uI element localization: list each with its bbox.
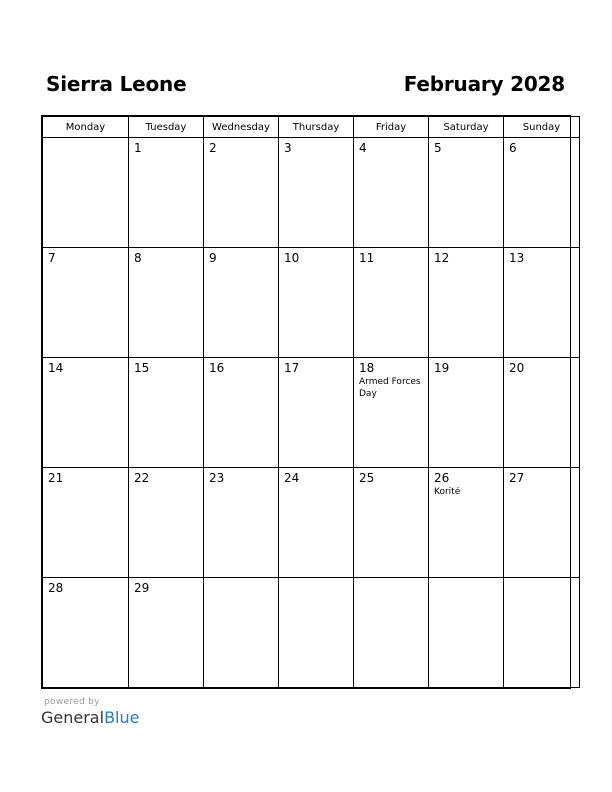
day-number <box>43 138 128 141</box>
day-number: 13 <box>509 251 525 265</box>
day-cell <box>204 358 279 468</box>
day-cell <box>43 248 129 358</box>
day-number: 16 <box>209 361 225 375</box>
day-cell <box>354 138 429 248</box>
weekday-tuesday: Tuesday <box>129 117 204 138</box>
weekday-sunday: Sunday <box>504 117 580 138</box>
day-number: 25 <box>359 471 375 485</box>
day-number: 12 <box>434 251 450 265</box>
month-year-title: February 2028 <box>403 72 565 96</box>
holiday-label: Armed Forces Day <box>359 377 421 399</box>
day-number <box>354 578 428 581</box>
day-number <box>204 578 278 581</box>
day-cell <box>504 248 580 358</box>
day-cell <box>279 578 354 688</box>
day-number: 4 <box>359 141 367 155</box>
day-cell <box>43 358 129 468</box>
brand-blue-text: Blue <box>104 708 140 727</box>
day-cell <box>429 468 504 578</box>
day-cell <box>279 468 354 578</box>
day-number: 6 <box>509 141 517 155</box>
week-row <box>43 578 580 688</box>
weekday-wednesday: Wednesday <box>204 117 279 138</box>
day-cell <box>504 578 580 688</box>
day-number: 28 <box>48 581 64 595</box>
generalblue-logo <box>41 708 139 727</box>
country-title: Sierra Leone <box>46 72 187 96</box>
day-number: 18 <box>359 361 375 375</box>
day-cell <box>279 358 354 468</box>
day-number: 19 <box>434 361 450 375</box>
weekday-friday: Friday <box>354 117 429 138</box>
day-cell <box>429 358 504 468</box>
calendar-grid <box>41 115 571 689</box>
day-cell <box>43 578 129 688</box>
day-cell <box>129 578 204 688</box>
day-cell <box>204 248 279 358</box>
day-number: 24 <box>284 471 300 485</box>
day-number <box>429 578 503 581</box>
day-number: 11 <box>359 251 375 265</box>
day-cell <box>429 138 504 248</box>
weekday-saturday: Saturday <box>429 117 504 138</box>
day-number: 26 <box>434 471 450 485</box>
holiday-label: Korité <box>434 487 461 497</box>
day-cell <box>279 248 354 358</box>
day-cell <box>129 248 204 358</box>
powered-by-label: powered by <box>44 697 100 707</box>
weekday-monday: Monday <box>43 117 129 138</box>
day-number: 7 <box>48 251 56 265</box>
day-number: 27 <box>509 471 525 485</box>
day-cell <box>429 248 504 358</box>
week-row <box>43 358 580 468</box>
day-cell <box>504 138 580 248</box>
day-number: 5 <box>434 141 442 155</box>
brand-general-text: General <box>41 708 105 727</box>
day-number: 2 <box>209 141 217 155</box>
day-cell <box>504 358 580 468</box>
week-row <box>43 138 580 248</box>
day-cell <box>354 468 429 578</box>
day-number: 29 <box>134 581 150 595</box>
day-cell <box>43 138 129 248</box>
day-cell <box>354 578 429 688</box>
calendar-header <box>0 0 612 110</box>
day-number: 20 <box>509 361 525 375</box>
day-number: 22 <box>134 471 150 485</box>
day-cell <box>354 248 429 358</box>
day-number <box>279 578 353 581</box>
day-cell <box>129 138 204 248</box>
day-cell <box>504 468 580 578</box>
day-number: 8 <box>134 251 142 265</box>
day-number: 3 <box>284 141 292 155</box>
day-number <box>504 578 579 581</box>
day-cell <box>129 468 204 578</box>
day-number: 9 <box>209 251 217 265</box>
day-cell <box>279 138 354 248</box>
weekday-thursday: Thursday <box>279 117 354 138</box>
week-row <box>43 468 580 578</box>
day-number: 14 <box>48 361 64 375</box>
day-cell <box>354 358 429 468</box>
day-number: 21 <box>48 471 64 485</box>
weekday-header-row <box>43 117 580 138</box>
day-cell <box>204 138 279 248</box>
week-row <box>43 248 580 358</box>
day-number: 23 <box>209 471 225 485</box>
day-cell <box>204 578 279 688</box>
day-cell <box>43 468 129 578</box>
day-cell <box>129 358 204 468</box>
day-number: 17 <box>284 361 300 375</box>
day-number: 10 <box>284 251 300 265</box>
day-cell <box>429 578 504 688</box>
day-number: 15 <box>134 361 150 375</box>
day-number: 1 <box>134 141 142 155</box>
day-cell <box>204 468 279 578</box>
